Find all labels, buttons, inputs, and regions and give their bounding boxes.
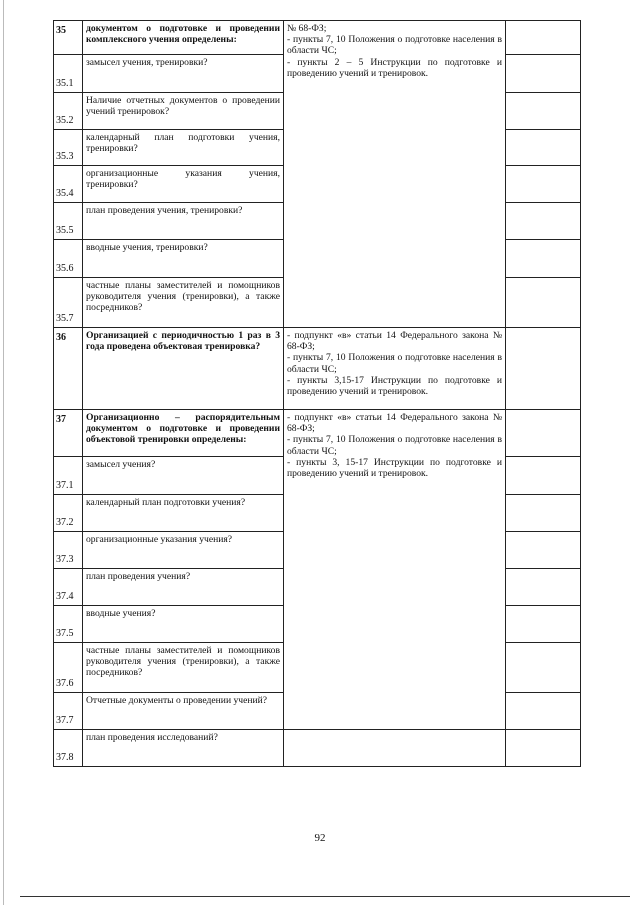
row-number: 36 — [54, 328, 83, 410]
compliance-mark-cell[interactable] — [506, 21, 581, 55]
legal-reference-cell — [284, 410, 506, 730]
question-text: план проведения учения, тренировки? — [83, 203, 284, 240]
compliance-mark-cell[interactable] — [506, 569, 581, 606]
compliance-mark-cell[interactable] — [506, 410, 581, 457]
compliance-mark-cell[interactable] — [506, 606, 581, 643]
compliance-mark-cell[interactable] — [506, 495, 581, 532]
question-text: Организационно – распорядительным документом о подготовке и проведении объектовой тренировки определены: — [83, 410, 284, 457]
requirements-table-container — [53, 20, 580, 767]
question-text: частные планы заместителей и помощников руководителя учения (тренировки), а также посредников? — [83, 643, 284, 693]
compliance-mark-cell[interactable] — [506, 532, 581, 569]
question-text: вводные учения, тренировки? — [83, 240, 284, 278]
legal-reference-line: № 68-ФЗ; — [287, 23, 327, 34]
question-text: замысел учения? — [83, 457, 284, 495]
legal-reference-line: - подпункт «в» статьи 14 Федерального закона № 68-ФЗ; — [287, 412, 502, 435]
compliance-mark-cell[interactable] — [506, 328, 581, 410]
legal-reference-line: - пункты 3, 15-17 Инструкции по подготовке и проведению учений и тренировок. — [287, 456, 502, 480]
row-number: 37.7 — [54, 693, 83, 730]
question-text: организационные указания учения? — [83, 532, 284, 569]
compliance-mark-cell[interactable] — [506, 93, 581, 130]
row-number: 35.1 — [54, 55, 83, 93]
question-text: календарный план подготовки учения? — [83, 495, 284, 532]
question-text: организационные указания учения, тренировки? — [83, 166, 284, 203]
row-number: 35.4 — [54, 166, 83, 203]
legal-reference-line: - пункты 2 – 5 Инструкции по подготовке и проведению учений и тренировок. — [287, 56, 502, 79]
table-row — [54, 21, 581, 55]
question-text: частные планы заместителей и помощников руководителя учения (тренировки), а также посредников? — [83, 278, 284, 328]
compliance-mark-cell[interactable] — [506, 55, 581, 93]
row-number: 37 — [54, 410, 83, 457]
row-number: 35.2 — [54, 93, 83, 130]
row-number: 37.6 — [54, 643, 83, 693]
legal-reference-cell — [284, 328, 506, 410]
legal-reference-line: - подпункт «в» статьи 14 Федерального закона № 68-ФЗ; — [287, 330, 502, 353]
question-text: Организацией с периодичностью 1 раз в 3 года проведена объектовая тренировка? — [83, 328, 284, 410]
table-row — [54, 730, 581, 767]
row-number: 37.3 — [54, 532, 83, 569]
legal-reference-cell — [284, 730, 506, 767]
compliance-mark-cell[interactable] — [506, 643, 581, 693]
row-number: 37.4 — [54, 569, 83, 606]
table-body — [54, 21, 581, 767]
compliance-mark-cell[interactable] — [506, 240, 581, 278]
row-number: 35.6 — [54, 240, 83, 278]
question-text: Наличие отчетных документов о проведении учений тренировок? — [83, 93, 284, 130]
compliance-mark-cell[interactable] — [506, 130, 581, 166]
footer-line — [20, 896, 630, 897]
compliance-mark-cell[interactable] — [506, 457, 581, 495]
row-number: 37.2 — [54, 495, 83, 532]
row-number: 35 — [54, 21, 83, 55]
page-number: 92 — [314, 832, 326, 844]
table-row — [54, 410, 581, 457]
table-row — [54, 328, 581, 410]
legal-reference-cell — [284, 21, 506, 328]
question-text: документом о подготовке и проведении комплексного учения определены: — [83, 21, 284, 55]
row-number: 35.3 — [54, 130, 83, 166]
compliance-mark-cell[interactable] — [506, 166, 581, 203]
compliance-mark-cell[interactable] — [506, 693, 581, 730]
question-text: календарный план подготовки учения, тренировки? — [83, 130, 284, 166]
legal-reference-line: - пункты 3,15-17 Инструкции по подготовке и проведению учений и тренировок. — [287, 374, 502, 398]
row-number: 35.7 — [54, 278, 83, 328]
question-text: вводные учения? — [83, 606, 284, 643]
row-number: 35.5 — [54, 203, 83, 240]
legal-reference-line: - пункты 7, 10 Положения о подготовке населения в области ЧС; — [287, 434, 502, 457]
question-text: замысел учения, тренировки? — [83, 55, 284, 93]
row-number: 37.1 — [54, 457, 83, 495]
compliance-mark-cell[interactable] — [506, 730, 581, 767]
legal-reference-line: - пункты 7, 10 Положения о подготовке населения в области ЧС; — [287, 352, 502, 375]
row-number: 37.8 — [54, 730, 83, 767]
requirements-table — [53, 20, 581, 767]
question-text: план проведения исследований? — [83, 730, 284, 767]
scan-edge-line — [3, 0, 4, 905]
compliance-mark-cell[interactable] — [506, 203, 581, 240]
compliance-mark-cell[interactable] — [506, 278, 581, 328]
question-text: Отчетные документы о проведении учений? — [83, 693, 284, 730]
question-text: план проведения учения? — [83, 569, 284, 606]
legal-reference-line: - пункты 7, 10 Положения о подготовке населения в области ЧС; — [287, 34, 502, 57]
row-number: 37.5 — [54, 606, 83, 643]
